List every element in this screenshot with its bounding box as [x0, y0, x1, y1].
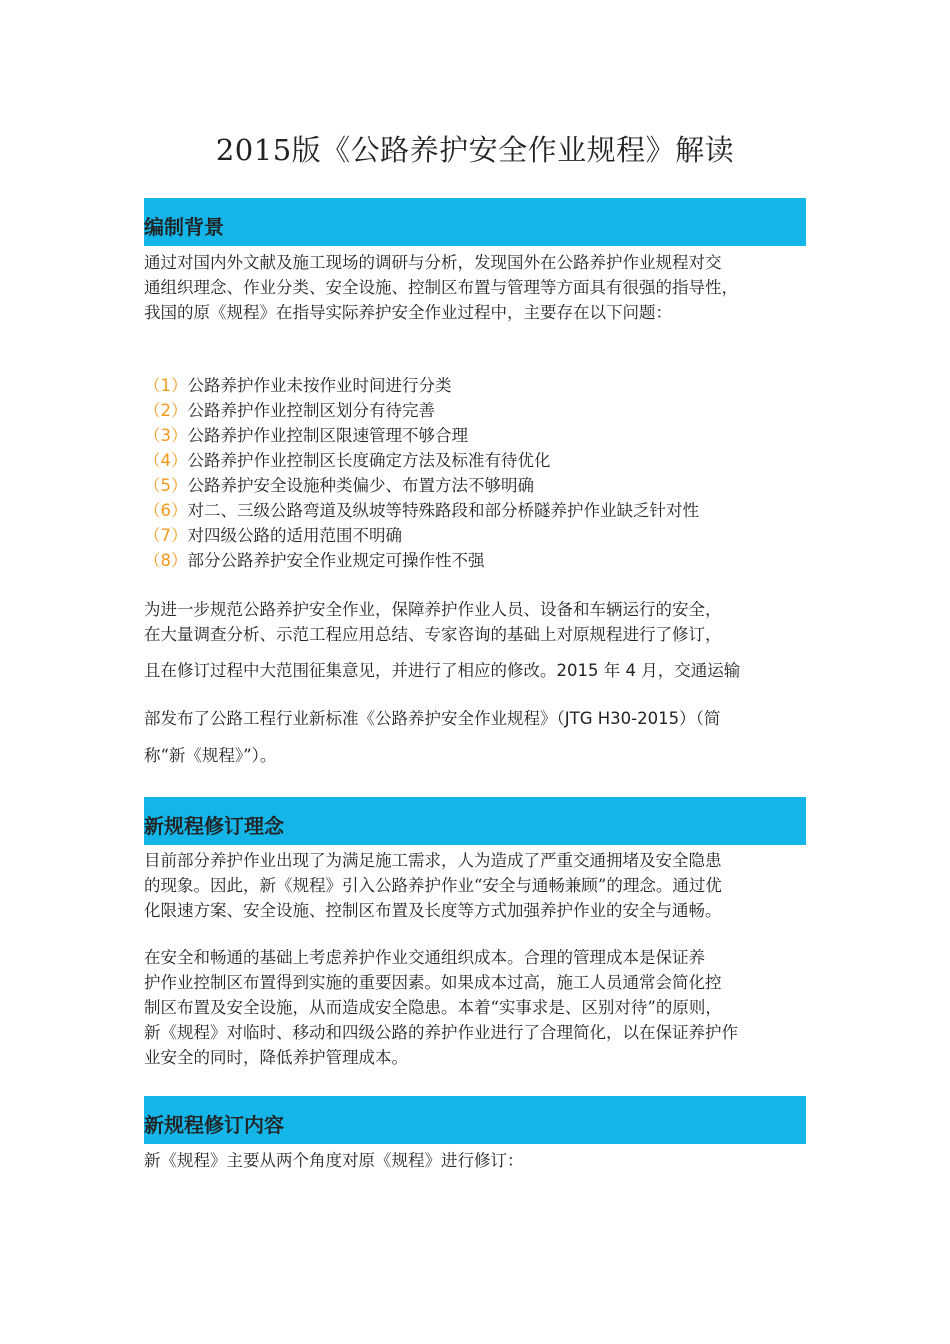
list-text: 公路养护作业控制区划分有待完善 — [187, 401, 435, 420]
list-text: 对四级公路的适用范围不明确 — [187, 526, 402, 545]
list-text: 公路养护作业未按作业时间进行分类 — [187, 376, 452, 395]
list-item — [144, 548, 806, 573]
text-line: 称“新《规程》”）。 — [144, 746, 277, 765]
list-item — [144, 423, 806, 448]
section-header-background — [144, 198, 806, 246]
list-number: （3） — [144, 426, 188, 445]
list-text: 对二、三级公路弯道及纵坡等特殊路段和部分桥隧养护作业缺乏针对性 — [187, 501, 699, 520]
list-number: （4） — [144, 451, 188, 470]
background-closing-paragraph — [144, 597, 806, 768]
text-line: 护作业控制区布置得到实施的重要因素。如果成本过高，施工人员通常会简化控 — [144, 973, 722, 992]
list-number: （2） — [144, 401, 188, 420]
list-item — [144, 523, 806, 548]
problem-list — [144, 373, 806, 573]
text-line: 新《规程》主要从两个角度对原《规程》进行修订： — [144, 1151, 524, 1170]
text-line: 通组织理念、作业分类、安全设施、控制区布置与管理等方面具有很强的指导性， — [144, 278, 738, 297]
document-title: 2015版《公路养护安全作业规程》解读 — [215, 133, 735, 167]
list-number: （8） — [144, 551, 188, 570]
list-number: （1） — [144, 376, 188, 395]
list-text: 公路养护安全设施种类偏少、布置方法不够明确 — [187, 476, 534, 495]
section-header-background — [144, 797, 806, 845]
list-text: 部分公路养护安全作业规定可操作性不强 — [187, 551, 485, 570]
list-number: （5） — [144, 476, 188, 495]
section-heading: 新规程修订理念 — [144, 814, 284, 838]
text-line: 制区布置及安全设施，从而造成安全隐患。本着“实事求是、区别对待”的原则， — [144, 998, 722, 1017]
section-heading: 编制背景 — [144, 215, 224, 239]
text-line: 目前部分养护作业出现了为满足施工需求，人为造成了严重交通拥堵及安全隐患 — [144, 851, 722, 870]
list-item — [144, 473, 806, 498]
list-number: （6） — [144, 501, 188, 520]
list-text: 公路养护作业控制区限速管理不够合理 — [187, 426, 468, 445]
list-item — [144, 498, 806, 523]
text-line: 通过对国内外文献及施工现场的调研与分析，发现国外在公路养护作业规程对交 — [144, 253, 722, 272]
text-line: 在安全和畅通的基础上考虑养护作业交通组织成本。合理的管理成本是保证养 — [144, 948, 705, 967]
section-header-background — [144, 1096, 806, 1144]
concept-paragraph-1 — [144, 848, 806, 923]
concept-paragraph-2 — [144, 945, 806, 1070]
list-item — [144, 373, 806, 398]
list-text: 公路养护作业控制区长度确定方法及标准有待优化 — [187, 451, 551, 470]
text-line: 为进一步规范公路养护安全作业，保障养护作业人员、设备和车辆运行的安全， — [144, 600, 722, 619]
text-line: 新《规程》对临时、移动和四级公路的养护作业进行了合理简化，以在保证养护作 — [144, 1023, 738, 1042]
text-line: 的现象。因此，新《规程》引入公路养护作业“安全与通畅兼顾”的理念。通过优 — [144, 876, 722, 895]
background-intro-paragraph — [144, 250, 806, 325]
text-line: 化限速方案、安全设施、控制区布置及长度等方式加强养护作业的安全与通畅。 — [144, 901, 722, 920]
text-line: 我国的原《规程》在指导实际养护安全作业过程中，主要存在以下问题： — [144, 303, 672, 322]
section-heading: 新规程修订内容 — [144, 1113, 284, 1137]
text-line: 在大量调查分析、示范工程应用总结、专家咨询的基础上对原规程进行了修订， — [144, 625, 722, 644]
text-line: 部发布了公路工程行业新标准《公路养护安全作业规程》（JTG H30-2015）（简 — [144, 709, 721, 728]
list-item — [144, 448, 806, 473]
list-item — [144, 398, 806, 423]
content-intro-paragraph — [144, 1148, 806, 1173]
list-number: （7） — [144, 526, 188, 545]
text-line: 业安全的同时，降低养护管理成本。 — [144, 1048, 408, 1067]
text-line: 且在修订过程中大范围征集意见，并进行了相应的修改。2015 年 4 月，交通运输 — [144, 661, 741, 680]
